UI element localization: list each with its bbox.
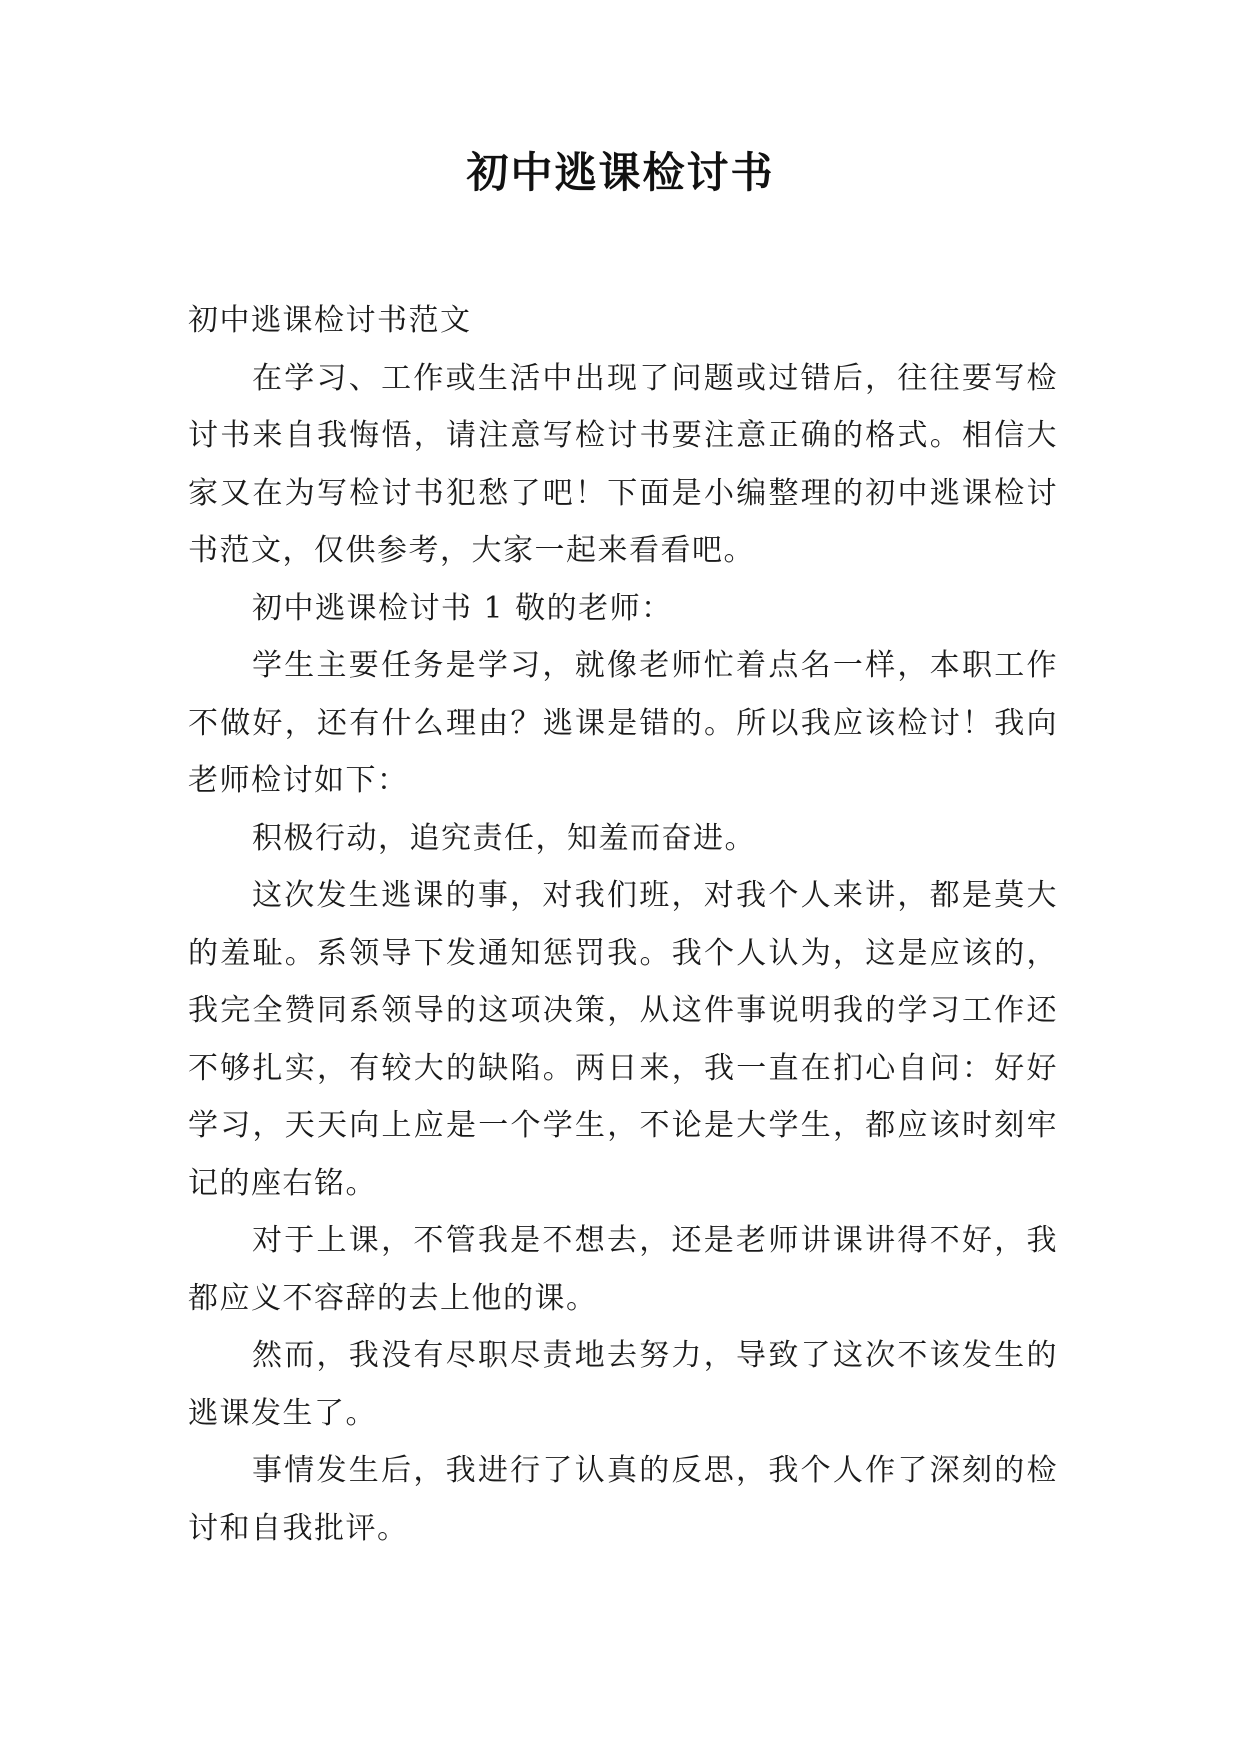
document-body (188, 292, 1058, 1557)
paragraph-attendance: 对于上课，不管我是不想去，还是老师讲课讲得不好，我都应义不容辞的去上他的课。 (188, 1223, 1058, 1316)
paragraph-reflection: 这次发生逃课的事，对我们班，对我个人来讲，都是莫大的羞耻。系领导下发通知惩罚我。我个人认为，这是应该的，我完全赞同系领导的这项决策，从这件事说明我的学习工作还不够扎实，有较大的缺陷。两日来，我一直在扪心自问：好好学习，天天向上应是一个学生，不论是大学生，都应该时刻牢记的座右铭。 (188, 878, 1058, 1201)
paragraph-salutation: 初中逃课检讨书 1 敬的老师： (252, 590, 673, 626)
paragraph-intro: 在学习、工作或生活中出现了问题或过错后，往往要写检讨书来自我悔悟，请注意写检讨书要注意正确的格式。相信大家又在为写检讨书犯愁了吧！下面是小编整理的初中逃课检讨书范文，仅供参考，大家一起来看看吧。 (188, 360, 1058, 568)
document-title: 初中逃课检讨书 (466, 148, 775, 197)
paragraph-self-criticism: 事情发生后，我进行了认真的反思，我个人作了深刻的检讨和自我批评。 (188, 1453, 1058, 1546)
document-subtitle: 初中逃课检讨书范文 (188, 303, 472, 338)
paragraph-failure: 然而，我没有尽职尽责地去努力，导致了这次不该发生的逃课发生了。 (188, 1338, 1058, 1431)
paragraph-resolve: 积极行动，追究责任，知羞而奋进。 (252, 820, 756, 856)
paragraph-duty: 学生主要任务是学习，就像老师忙着点名一样，本职工作不做好，还有什么理由？逃课是错的。所以我应该检讨！我向老师检讨如下： (188, 648, 1058, 798)
